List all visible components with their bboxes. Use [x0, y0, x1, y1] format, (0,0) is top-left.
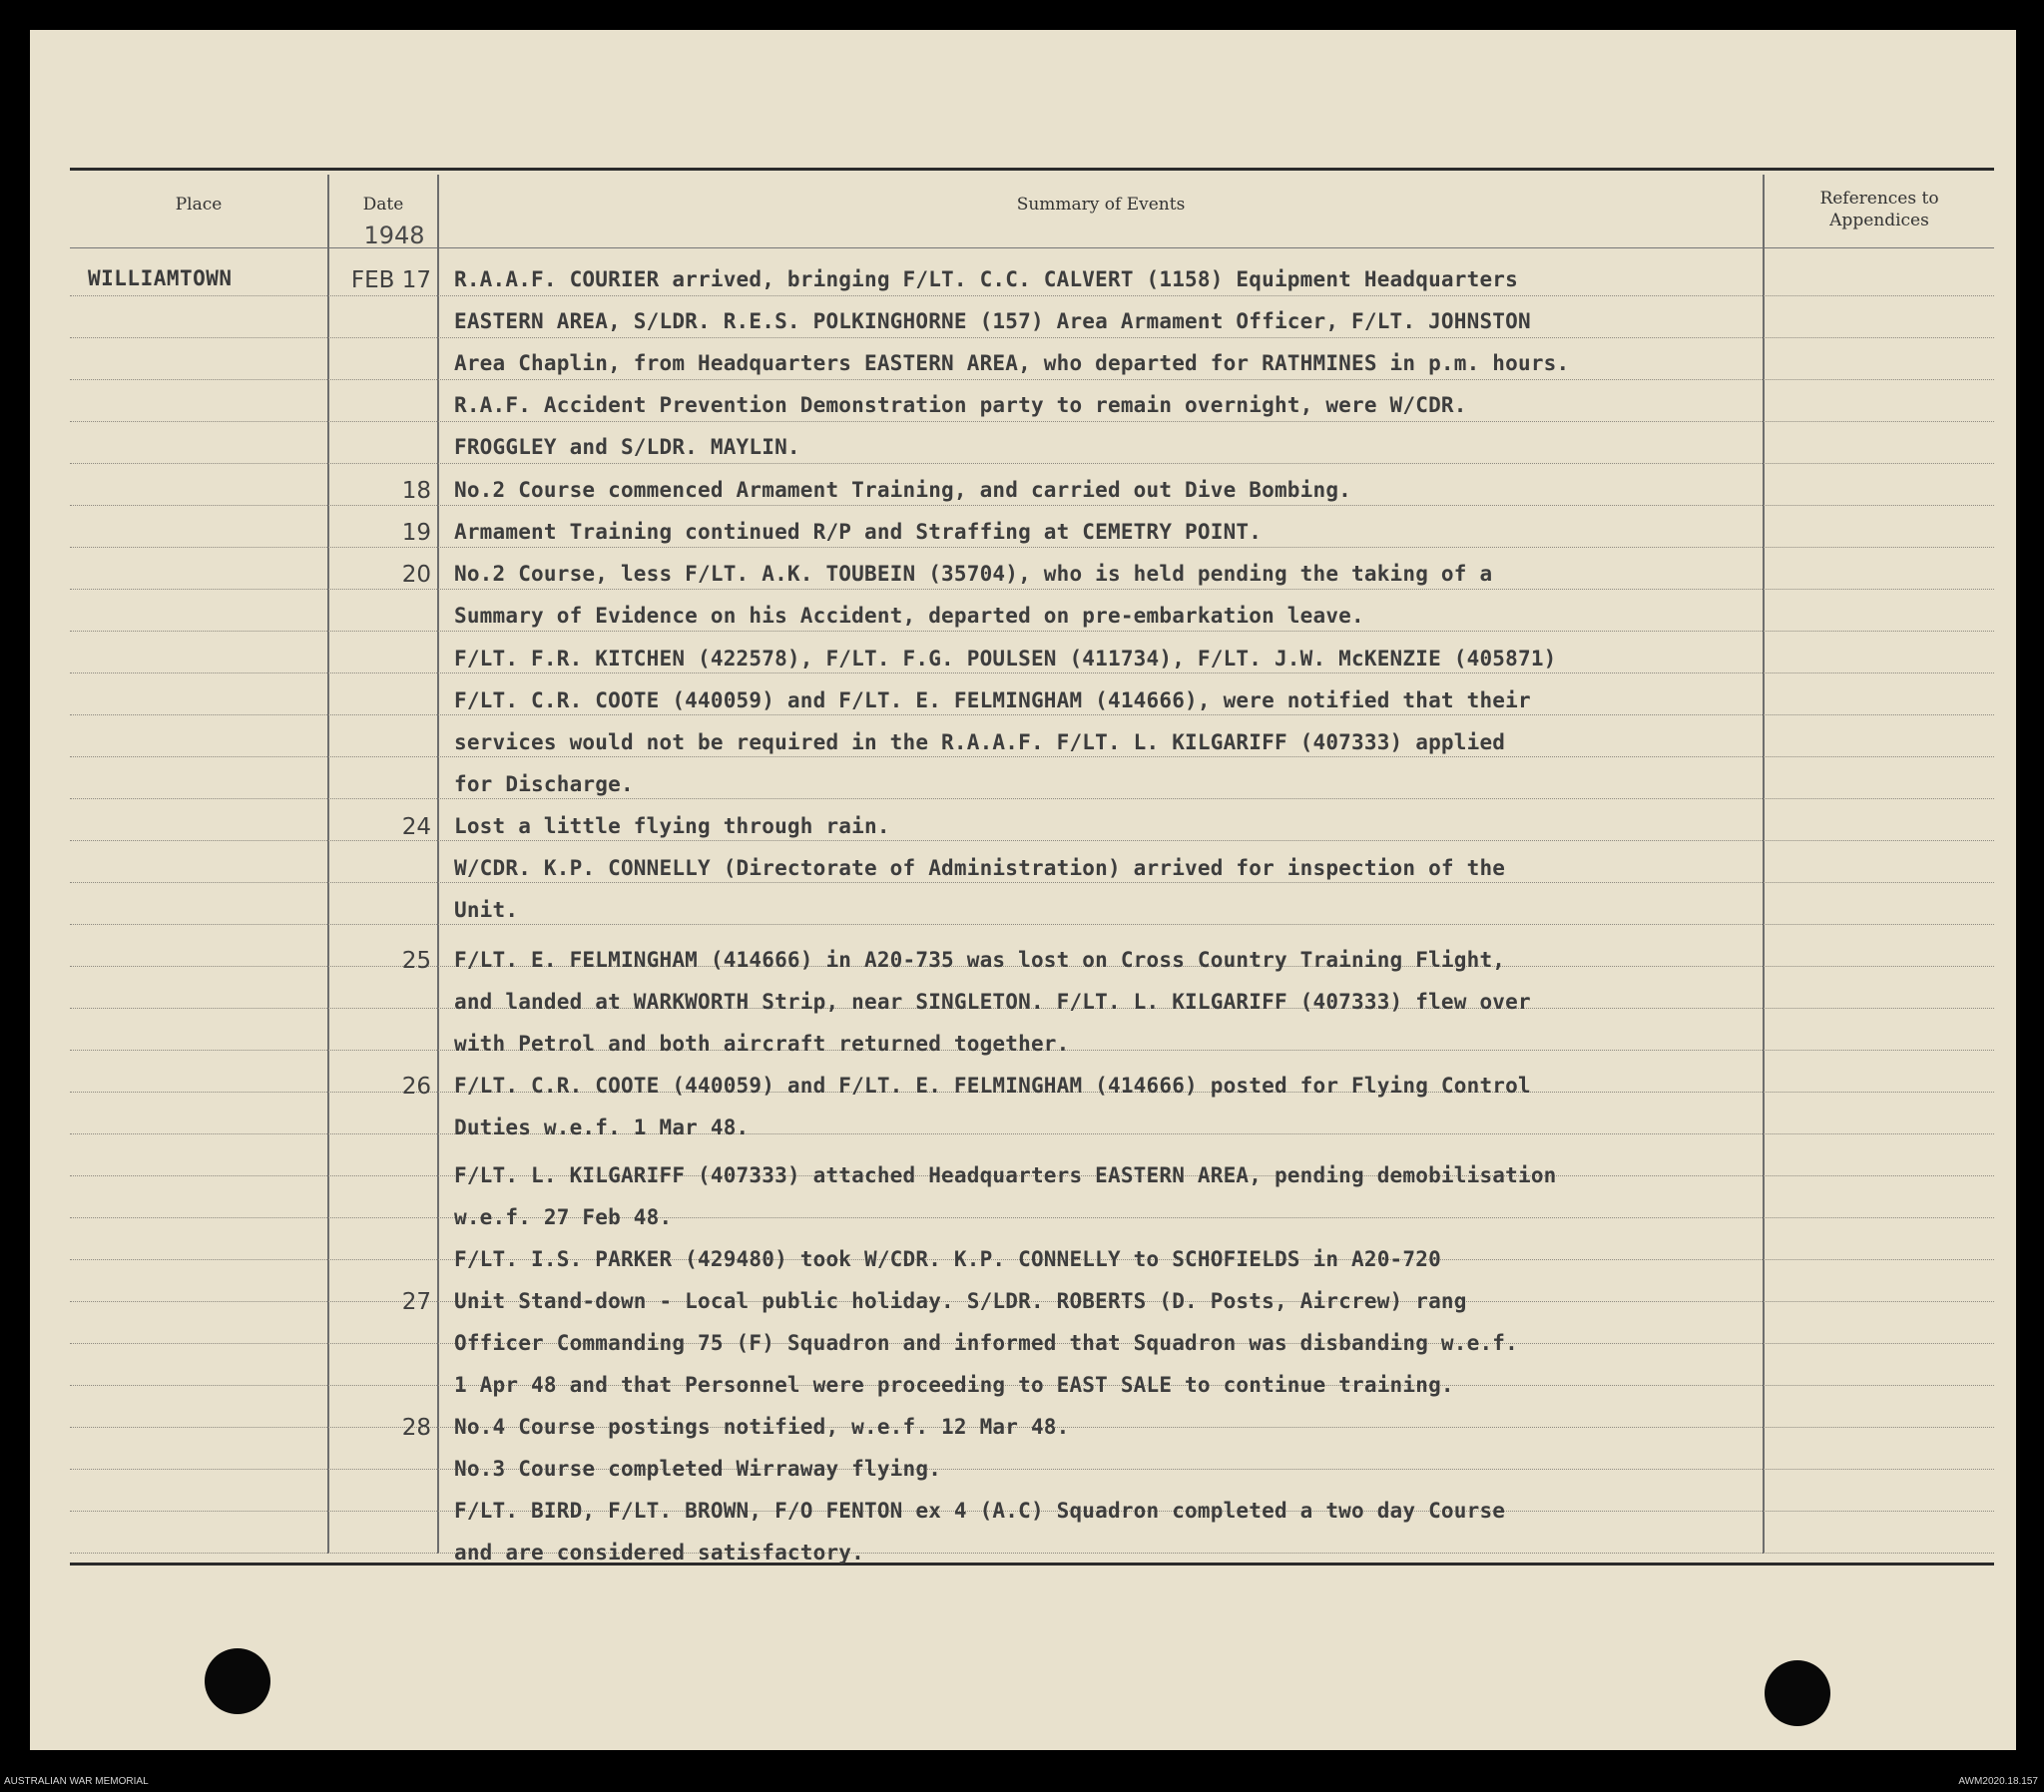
ruled-line [70, 505, 1994, 506]
ruled-line [70, 589, 1994, 590]
summary-line: w.e.f. 27 Feb 48. [454, 1205, 673, 1229]
ruled-line [70, 547, 1994, 548]
header-date: Date [362, 195, 404, 215]
date-entry: 18 [401, 478, 431, 504]
summary-line: Officer Commanding 75 (F) Squadron and informed that Squadron was disbanding w.e.f. [454, 1331, 1518, 1355]
column-divider [327, 175, 329, 1554]
ruled-line [70, 295, 1994, 296]
summary-line: R.A.A.F. COURIER arrived, bringing F/LT. C.C. CALVERT (1158) Equipment Headquarters [454, 267, 1518, 291]
summary-line: 1 Apr 48 and that Personnel were proceeding to EAST SALE to continue training. [454, 1373, 1454, 1397]
ruled-line [70, 798, 1994, 799]
footer-archive-name: AUSTRALIAN WAR MEMORIAL [4, 1776, 149, 1787]
summary-line: F/LT. I.S. PARKER (429480) took W/CDR. K.P. CONNELLY to SCHOFIELDS in A20-720 [454, 1247, 1441, 1271]
summary-line: Unit. [454, 898, 519, 922]
summary-line: No.2 Course, less F/LT. A.K. TOUBEIN (35704), who is held pending the taking of a [454, 562, 1493, 586]
date-entry: 19 [401, 520, 431, 546]
summary-line: Armament Training continued R/P and Straffing at CEMETRY POINT. [454, 520, 1263, 544]
ruled-line [70, 379, 1994, 380]
date-entry: 28 [401, 1415, 431, 1441]
summary-line: Area Chaplin, from Headquarters EASTERN AREA, who departed for RATHMINES in p.m. hours. [454, 351, 1570, 375]
year: 1948 [363, 222, 425, 249]
summary-line: F/LT. C.R. COOTE (440059) and F/LT. E. FELMINGHAM (414666) posted for Flying Control [454, 1074, 1531, 1098]
ruled-line [70, 882, 1994, 883]
summary-line: Duties w.e.f. 1 Mar 48. [454, 1116, 750, 1139]
ruled-line [70, 924, 1994, 925]
date-entry: 26 [401, 1074, 431, 1100]
summary-line: No.2 Course commenced Armament Training, and carried out Dive Bombing. [454, 478, 1352, 502]
ruled-line [70, 337, 1994, 338]
summary-line: F/LT. C.R. COOTE (440059) and F/LT. E. FELMINGHAM (414666), were notified that their [454, 688, 1531, 712]
summary-line: F/LT. E. FELMINGHAM (414666) in A20-735 was lost on Cross Country Training Flight, [454, 948, 1506, 972]
summary-line: with Petrol and both aircraft returned together. [454, 1032, 1070, 1056]
summary-line: R.A.F. Accident Prevention Demonstration party to remain overnight, were W/CDR. [454, 393, 1467, 417]
ruled-line [70, 631, 1994, 632]
footer-reference: AWM2020.18.157 [1958, 1776, 2038, 1787]
summary-line: Summary of Evidence on his Accident, departed on pre-embarkation leave. [454, 604, 1364, 628]
date-entry: FEB 17 [350, 267, 431, 293]
ruled-line [70, 421, 1994, 422]
summary-line: F/LT. BIRD, F/LT. BROWN, F/O FENTON ex 4 (A.C) Squadron completed a two day Course [454, 1499, 1506, 1523]
ruled-line [70, 756, 1994, 757]
ruled-line [70, 840, 1994, 841]
summary-line: and are considered satisfactory. [454, 1541, 864, 1565]
summary-line: Lost a little flying through rain. [454, 814, 890, 838]
ruled-line [70, 463, 1994, 464]
header-summary: Summary of Events [1016, 195, 1186, 215]
summary-line: No.4 Course postings notified, w.e.f. 12 Mar 48. [454, 1415, 1070, 1439]
date-entry: 27 [401, 1289, 431, 1315]
summary-line: W/CDR. K.P. CONNELLY (Directorate of Administration) arrived for inspection of the [454, 856, 1506, 880]
summary-line: No.3 Course completed Wirraway flying. [454, 1457, 942, 1481]
ruled-line [70, 672, 1994, 673]
summary-line: F/LT. L. KILGARIFF (407333) attached Headquarters EASTERN AREA, pending demobilisation [454, 1163, 1557, 1187]
summary-line: F/LT. F.R. KITCHEN (422578), F/LT. F.G. POULSEN (411734), F/LT. J.W. McKENZIE (405871) [454, 647, 1557, 671]
table-top-rule [70, 168, 1994, 171]
summary-line: FROGGLEY and S/LDR. MAYLIN. [454, 435, 800, 459]
place-entry: WILLIAMTOWN [88, 266, 233, 290]
summary-line: Unit Stand-down - Local public holiday. S/LDR. ROBERTS (D. Posts, Aircrew) rang [454, 1289, 1467, 1313]
column-divider [437, 175, 439, 1554]
summary-line: and landed at WARKWORTH Strip, near SINGLETON. F/LT. L. KILGARIFF (407333) flew over [454, 990, 1531, 1014]
ruled-line [70, 714, 1994, 715]
summary-line: EASTERN AREA, S/LDR. R.E.S. POLKINGHORNE (157) Area Armament Officer, F/LT. JOHNSTON [454, 309, 1531, 333]
date-entry: 25 [401, 948, 431, 974]
summary-line: for Discharge. [454, 772, 634, 796]
header-references-line1: References to [1819, 189, 1939, 209]
punch-hole [1765, 1660, 1830, 1726]
summary-line: services would not be required in the R.A.A.F. F/LT. L. KILGARIFF (407333) applied [454, 730, 1506, 754]
date-entry: 20 [401, 562, 431, 588]
punch-hole [205, 1648, 270, 1714]
header-place: Place [175, 195, 223, 215]
header-references-line2: Appendices [1829, 211, 1929, 230]
date-entry: 24 [401, 814, 431, 840]
